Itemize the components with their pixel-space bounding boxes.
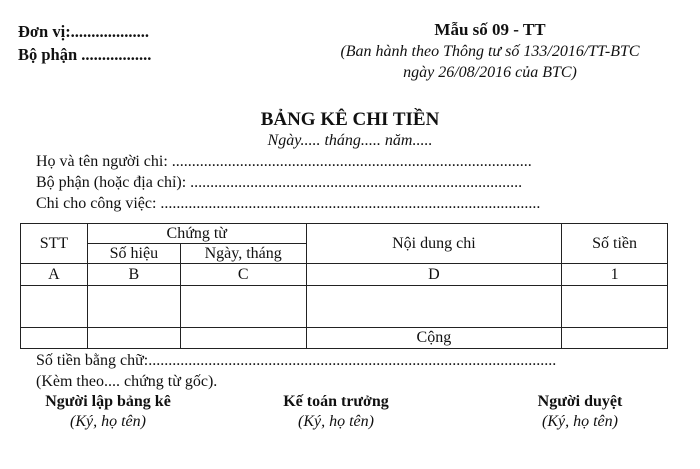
signature-note-approver: (Ký, họ tên): [542, 413, 618, 430]
table-cell: [562, 286, 668, 328]
table-cell: [87, 286, 180, 328]
code-noi-dung: D: [306, 264, 562, 286]
issued-by-line-1: (Ban hành theo Thông tư số 133/2016/TT-BTC: [340, 43, 640, 60]
table-cell: [306, 286, 562, 328]
header-chung-tu: Chứng từ: [87, 224, 306, 244]
signature-title-chief-accountant: Kế toán trưởng: [283, 393, 389, 410]
department-header-field: Bộ phận .................: [18, 45, 152, 64]
unit-field: Đơn vị:...................: [18, 22, 150, 41]
table-cell: [87, 328, 180, 349]
signature-title-approver: Người duyệt: [537, 393, 623, 410]
table-cell: [180, 286, 306, 328]
total-label: Cộng: [306, 328, 562, 349]
document-title: BẢNG KÊ CHI TIỀN: [260, 109, 440, 130]
signature-note-chief-accountant: (Ký, họ tên): [298, 413, 374, 430]
table-cell: [180, 328, 306, 349]
header-ngay-thang: Ngày, tháng: [180, 244, 306, 264]
table-cell: [21, 286, 88, 328]
header-noi-dung-chi: Nội dung chi: [306, 224, 562, 264]
header-so-hieu: Số hiệu: [87, 244, 180, 264]
issued-by-line-2: ngày 26/08/2016 của BTC): [403, 64, 577, 81]
table-row-empty: [21, 286, 668, 328]
attachments-note: (Kèm theo.... chứng từ gốc).: [36, 373, 218, 390]
signature-title-preparer: Người lập bảng kê: [45, 393, 171, 410]
purpose-field: Chi cho công việc: ...............................................................................................: [36, 195, 541, 212]
header-stt: STT: [21, 224, 88, 264]
total-amount-cell: [562, 328, 668, 349]
code-stt: A: [21, 264, 88, 286]
header-so-tien: Số tiền: [562, 224, 668, 264]
department-address-field: Bộ phận (hoặc địa chỉ): ...................................................................................: [36, 174, 523, 191]
form-number: Mẫu số 09 - TT: [434, 20, 546, 39]
date-line: Ngày..... tháng..... năm.....: [267, 132, 433, 149]
payment-table: [20, 223, 668, 349]
table-row-codes: [21, 264, 668, 286]
payer-name-field: Họ và tên người chi: ..........................................................................................: [36, 153, 532, 170]
signature-note-preparer: (Ký, họ tên): [70, 413, 146, 430]
code-so-tien: 1: [562, 264, 668, 286]
code-so-hieu: B: [87, 264, 180, 286]
table-row-total: [21, 328, 668, 349]
table-cell: [21, 328, 88, 349]
amount-in-words-field: Số tiền bằng chữ:......................................................................................................: [36, 352, 557, 369]
code-ngay-thang: C: [180, 264, 306, 286]
